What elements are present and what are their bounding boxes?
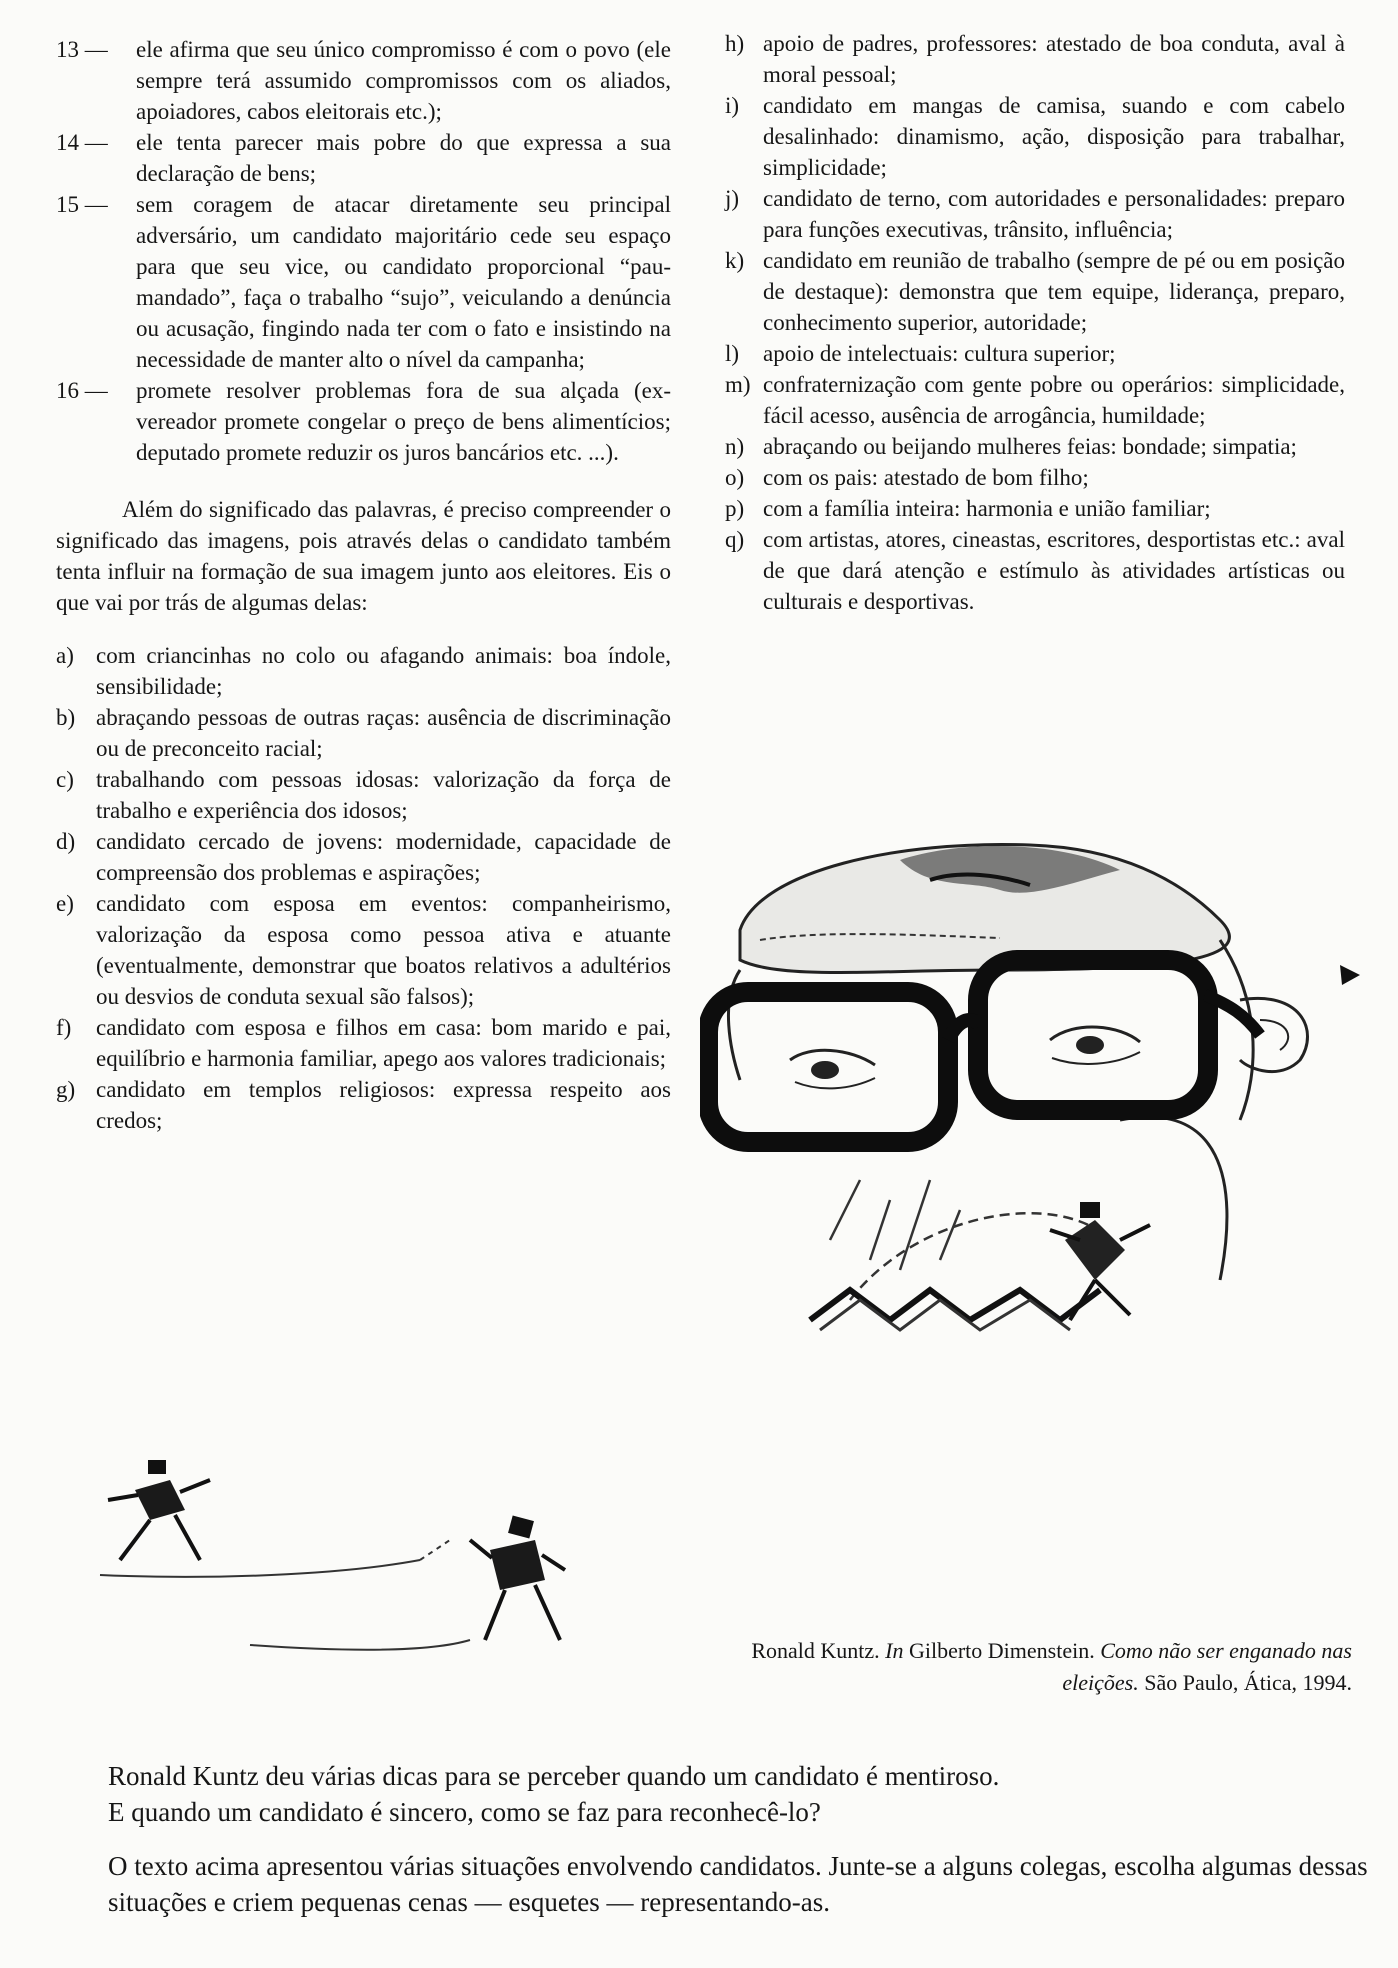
caption-in: In	[885, 1638, 904, 1663]
question-line-2: E quando um candidato é sincero, como se faz para reconhecê-lo?	[108, 1797, 821, 1827]
list-item	[725, 369, 1345, 431]
list-marker: q)	[725, 527, 745, 552]
list-text: com artistas, atores, cineastas, escritores, desportistas etc.: aval de que dará atenção e estímulo às atividades artísticas ou culturais e desportivas.	[763, 527, 1345, 614]
list-item	[56, 34, 671, 127]
list-item	[56, 640, 671, 702]
list-item	[725, 28, 1345, 90]
left-column	[56, 34, 671, 1136]
list-text: sem coragem de atacar diretamente seu principal adversário, um candidato majoritário cede seu espaço para que seu vice, ou candidato proporcional “pau-mandado”, faça o trabalho “sujo”, veiculando a denúncia ou acusação, fingindo nada ter com o fato e insistindo na necessidade de manter alto o nível da campanha;	[136, 192, 671, 372]
list-text: candidato com esposa em eventos: companheirismo, valorização da esposa como pessoa ativa e atuante (eventualmente, demonstrar que boatos relativos a adultérios ou desvios de conduta sexual são falsos);	[96, 891, 671, 1009]
ground-line-1	[100, 1560, 420, 1577]
list-text: abraçando pessoas de outras raças: ausência de discriminação ou de preconceito racial;	[96, 705, 671, 761]
list-marker: l)	[725, 341, 740, 366]
list-text: candidato com esposa e filhos em casa: bom marido e pai, equilíbrio e harmonia familiar, apego aos valores tradicionais;	[96, 1015, 671, 1071]
list-marker: d)	[56, 829, 76, 854]
runner-left	[108, 1460, 210, 1560]
small-figure-right	[1050, 1202, 1150, 1320]
list-marker: a)	[56, 643, 74, 668]
list-marker: 13 —	[56, 37, 108, 62]
list-text: promete resolver problemas fora de sua alçada (ex-vereador promete congelar o preço de bens alimentícios; deputado promete reduzir os juros bancários etc. ...).	[136, 378, 671, 465]
list-text: candidato cercado de jovens: modernidade, capacidade de compreensão dos problemas e aspirações;	[96, 829, 671, 885]
numbered-list	[56, 34, 671, 468]
arrow-marker	[1340, 965, 1360, 985]
runner-right	[470, 1515, 565, 1640]
intro-paragraph: Além do significado das palavras, é preciso compreender o significado das imagens, pois através delas o candidato também tenta influir na formação de sua imagem junto aos eleitores. Eis o que vai por trás de algumas delas:	[56, 497, 671, 615]
list-marker: j)	[725, 186, 740, 211]
list-item	[725, 462, 1345, 493]
list-marker: b)	[56, 705, 76, 730]
question-line-1: Ronald Kuntz deu várias dicas para se perceber quando um candidato é mentiroso.	[108, 1761, 1000, 1791]
nose-lines	[830, 1180, 960, 1270]
list-item	[725, 338, 1345, 369]
glasses-right-lens	[978, 960, 1208, 1110]
list-text: trabalhando com pessoas idosas: valorização da força de trabalho e experiência dos idosos;	[96, 767, 671, 823]
list-marker: k)	[725, 248, 745, 273]
list-item	[725, 245, 1345, 338]
mouth-arc	[850, 1213, 1110, 1300]
list-marker: e)	[56, 891, 74, 916]
list-item	[56, 764, 671, 826]
questions-block	[108, 1758, 1368, 1920]
activity-instruction: O texto acima apresentou várias situações envolvendo candidatos. Junte-se a alguns colegas, escolha algumas dessas situações e criem pequenas cenas — esquetes — representando-as.	[108, 1851, 1368, 1917]
list-marker: f)	[56, 1015, 72, 1040]
caption-author: Ronald Kuntz.	[751, 1638, 880, 1663]
list-marker: c)	[56, 767, 74, 792]
list-marker: g)	[56, 1077, 76, 1102]
list-item	[725, 90, 1345, 183]
list-marker: p)	[725, 496, 745, 521]
list-item	[56, 1012, 671, 1074]
list-item	[725, 431, 1345, 462]
list-item	[725, 183, 1345, 245]
caption-publisher: São Paulo, Ática, 1994.	[1144, 1670, 1352, 1695]
image-caption	[700, 1635, 1352, 1699]
list-item	[56, 1074, 671, 1136]
caption-editor: Gilberto Dimenstein.	[908, 1638, 1095, 1663]
list-item	[56, 888, 671, 1012]
list-text: com os pais: atestado de bom filho;	[763, 465, 1089, 490]
list-text: abraçando ou beijando mulheres feias: bondade; simpatia;	[763, 434, 1297, 459]
list-item	[725, 524, 1345, 617]
lettered-list-right	[725, 28, 1345, 617]
list-text: apoio de intelectuais: cultura superior;	[763, 341, 1116, 366]
list-item	[56, 826, 671, 888]
list-marker: n)	[725, 434, 745, 459]
list-item	[56, 702, 671, 764]
list-marker: 15 —	[56, 192, 108, 217]
right-column	[725, 28, 1345, 617]
cartoon-illustration	[700, 820, 1360, 1340]
list-item	[725, 493, 1345, 524]
list-text: candidato de terno, com autoridades e personalidades: preparo para funções executivas, trânsito, influência;	[763, 186, 1345, 242]
caption-book: Como não ser enganado nas eleições.	[1062, 1638, 1352, 1695]
list-marker: h)	[725, 31, 745, 56]
list-marker: 14 —	[56, 130, 108, 155]
running-figures	[90, 1440, 610, 1660]
list-text: com criancinhas no colo ou afagando animais: boa índole, sensibilidade;	[96, 643, 671, 699]
list-item	[56, 189, 671, 375]
list-text: apoio de padres, professores: atestado de boa conduta, aval à moral pessoal;	[763, 31, 1345, 87]
lettered-list-left	[56, 640, 671, 1136]
list-marker: i)	[725, 93, 740, 118]
list-marker: o)	[725, 465, 745, 490]
list-text: candidato em templos religiosos: expressa respeito aos credos;	[96, 1077, 671, 1133]
list-text: confraternização com gente pobre ou operários: simplicidade, fácil acesso, ausência de arrogância, humildade;	[763, 372, 1345, 428]
list-text: ele tenta parecer mais pobre do que expressa a sua declaração de bens;	[136, 130, 671, 186]
list-text: candidato em mangas de camisa, suando e com cabelo desalinhado: dinamismo, ação, disposição para trabalhar, simplicidade;	[763, 93, 1345, 180]
ground-line-2	[250, 1640, 470, 1650]
list-text: ele afirma que seu único compromisso é com o povo (ele sempre terá assumido compromissos com os aliados, apoiadores, cabos eleitorais etc.);	[136, 37, 671, 124]
list-text: candidato em reunião de trabalho (sempre de pé ou em posição de destaque): demonstra que tem equipe, liderança, preparo, conhecimento superior, autoridade;	[763, 248, 1345, 335]
list-item	[56, 127, 671, 189]
list-marker: 16 —	[56, 378, 108, 403]
list-item	[56, 375, 671, 468]
list-text: com a família inteira: harmonia e união familiar;	[763, 496, 1211, 521]
list-marker: m)	[725, 372, 751, 397]
